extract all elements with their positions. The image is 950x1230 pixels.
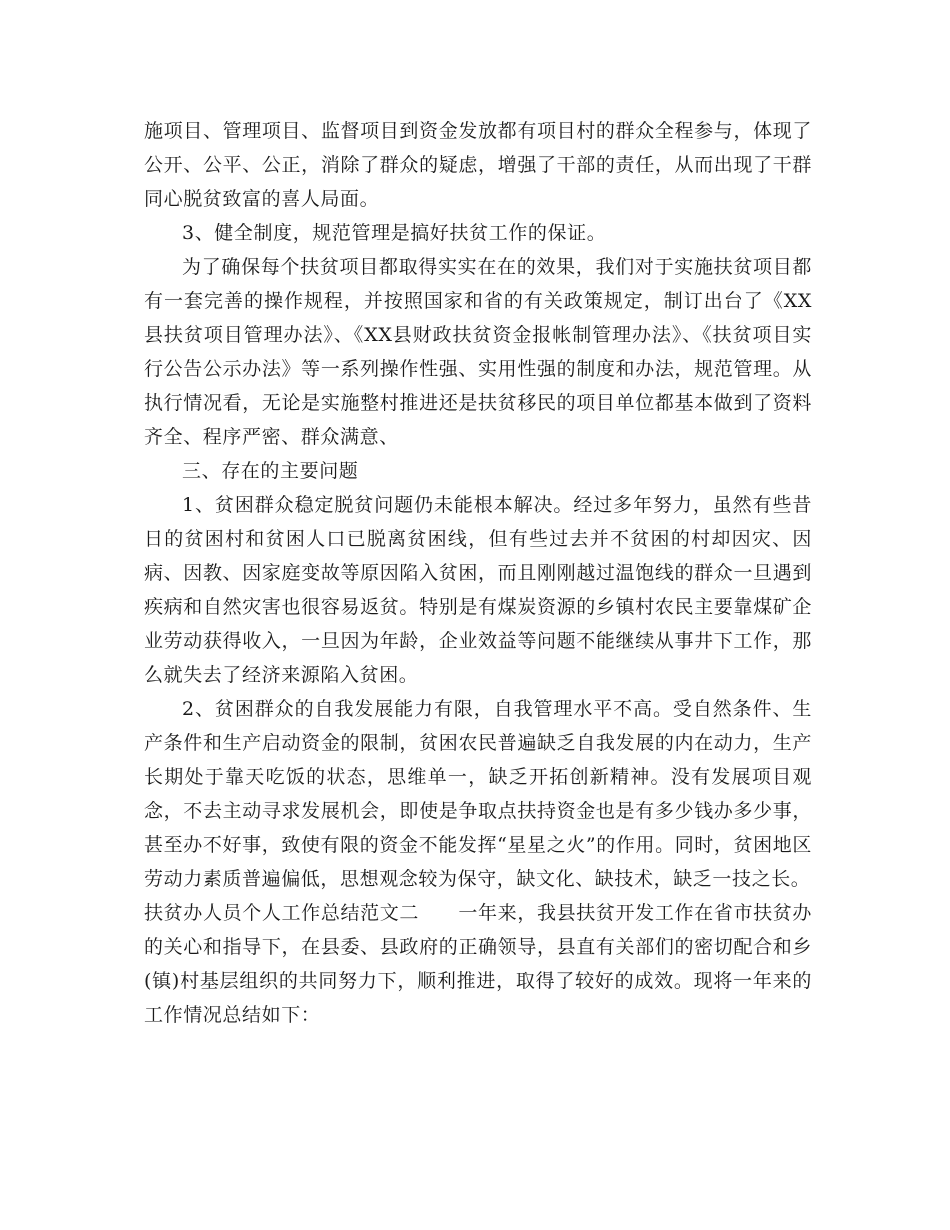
document-body: [144, 114, 812, 1032]
paragraph-heading-system-management: 3、健全制度，规范管理是搞好扶贫工作的保证。: [182, 222, 607, 244]
paragraph-problem-2: 2、贫困群众的自我发展能力有限，自我管理水平不高。受自然条件、生产条件和生产启动资金的限制，贫困农民普遍缺乏自我发展的内在动力，生产长期处于靠天吃饭的状态，思维单一，缺乏开拓创新精神。没有发展项目观念，不去主动寻求发展机会，即使是争取点扶持资金也是有多少钱办多少事，甚至办不好事，致使有限的资金不能发挥“星星之火”的作用。同时，贫困地区劳动力素质普遍偏低，思想观念较为保守，缺文化、缺技术，缺乏一技之长。: [144, 698, 812, 890]
paragraph-project-participation: 施项目、管理项目、监督项目到资金发放都有项目村的群众全程参与，体现了公开、公平、公正，消除了群众的疑虑，增强了干部的责任，从而出现了干群同心脱贫致富的喜人局面。: [144, 120, 812, 210]
section-heading-main-problems: 三、存在的主要问题: [182, 460, 359, 482]
paragraph-regulations: 为了确保每个扶贫项目都取得实实在在的效果，我们对于实施扶贫项目都有一套完善的操作规程，并按照国家和省的有关政策规定，制订出台了《XX县扶贫项目管理办法》、《XX县财政扶贫资金报帐制管理办法》、《扶贫项目实行公告公示办法》等一系列操作性强、实用性强的制度和办法，规范管理。从执行情况看，无论是实施整村推进还是扶贫移民的项目单位都基本做到了资料齐全、程序严密、群众满意、: [144, 256, 812, 448]
paragraph-problem-1: 1、贫困群众稳定脱贫问题仍未能根本解决。经过多年努力，虽然有些昔日的贫困村和贫困人口已脱离贫困线，但有些过去并不贫困的村却因灾、因病、因教、因家庭变故等原因陷入贫困，而且刚刚越过温饱线的群众一旦遇到疾病和自然灾害也很容易返贫。特别是有煤炭资源的乡镇村农民主要靠煤矿企业劳动获得收入，一旦因为年龄，企业效益等问题不能继续从事井下工作，那么就失去了经济来源陷入贫困。: [144, 494, 812, 686]
paragraph-summary-two: 扶贫办人员个人工作总结范文二 一年来，我县扶贫开发工作在省市扶贫办的关心和指导下，在县委、县政府的正确领导，县直有关部们的密切配合和乡(镇)村基层组织的共同努力下，顺利推进，取得了较好的成效。现将一年来的工作情况总结如下：: [144, 902, 812, 1026]
